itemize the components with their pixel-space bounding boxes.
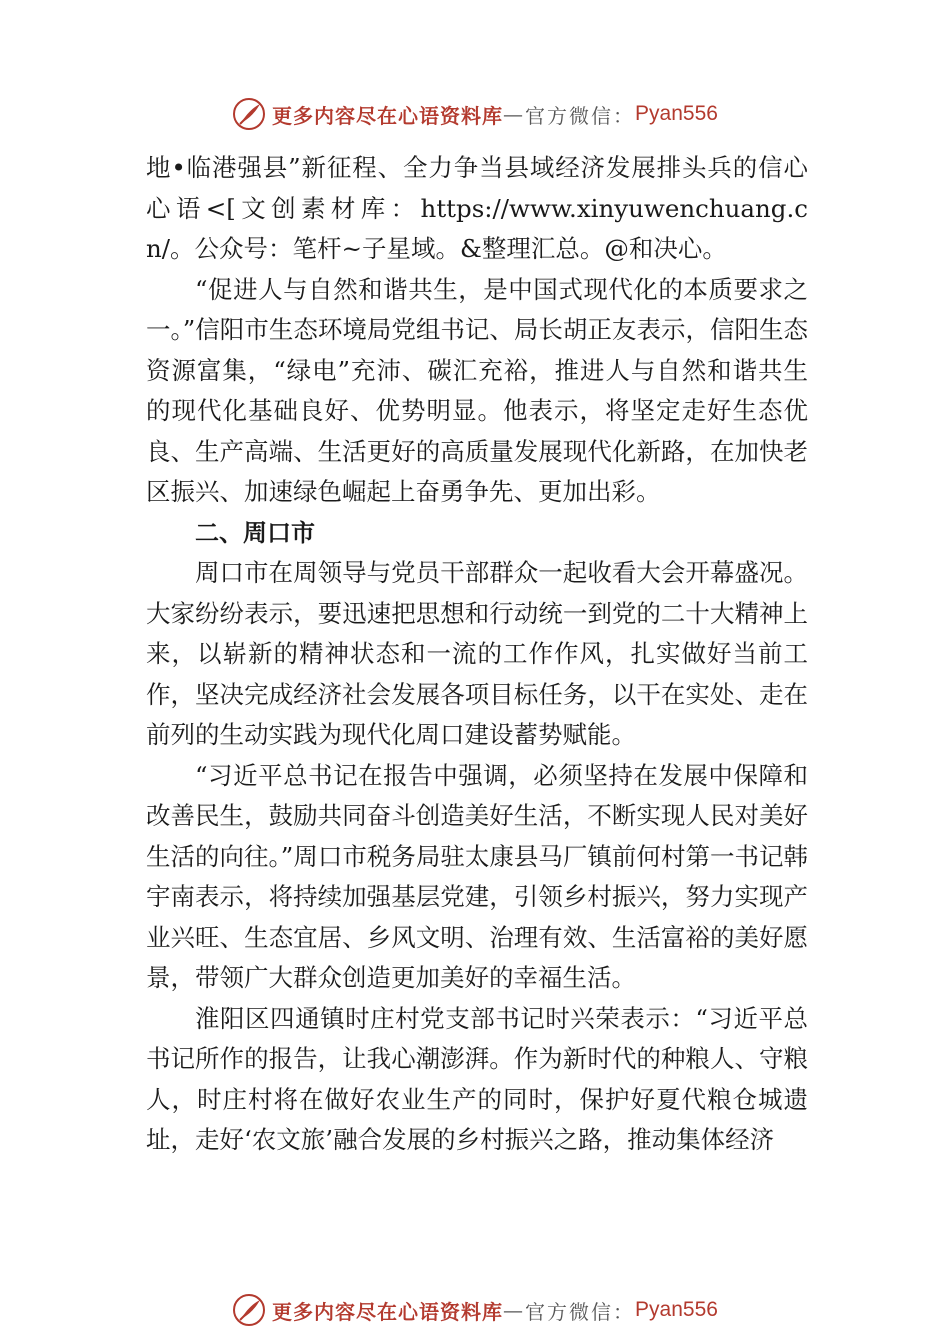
- paragraph-zhoukou-intro: 周口市在周领导与党员干部群众一起收看大会开幕盛况。大家纷纷表示，要迅速把思想和行动统一到党的二十大精神上来，以崭新的精神状态和一流的工作作风，扎实做好当前工作，坚决完成经济社会发展各项目标任务，以干在实处、走在前列的生动实践为现代化周口建设蓄势赋能。: [146, 558, 808, 749]
- paragraph-han-yunan-quote: “习近平总书记在报告中强调，必须坚持在发展中保障和改善民生，鼓励共同奋斗创造美好生活，不断实现人民对美好生活的向往。”周口市税务局驻太康县马厂镇前何村第一书记韩宇南表示，将持续加强基层党建，引领乡村振兴，努力实现产业兴旺、生态宜居、乡风文明、治理有效、生活富裕的美好愿景，带领广大群众创造更加美好的幸福生活。: [146, 760, 808, 992]
- paragraph-xinyang-quote: “促进人与自然和谐共生，是中国式现代化的本质要求之一。”信阳市生态环境局党组书记、局长胡正友表示，信阳生态资源富集，“绿电”充沛、碳汇充裕，推进人与自然和谐共生的现代化基础良好、优势明显。他表示，将坚定走好生态优良、生产高端、生活更好的高质量发展现代化新路，在加快老区振兴、加速绿色崛起上奋勇争先、更加出彩。: [146, 274, 808, 506]
- banner-dash: —: [503, 1298, 526, 1322]
- footer-watermark-banner: [0, 1288, 950, 1332]
- banner-title: 更多内容尽在心语资料库: [272, 1299, 504, 1324]
- paragraph-continuation: 地•临港强县”新征程、全力争当县域经济发展排头兵的信心心语<[文创素材库：https://www.xinyuwenchuang.cn/。公众号：笔杆~子星域。&整理汇总。@和决心。: [146, 153, 808, 263]
- banner-wechat-id: Pyan556: [635, 102, 718, 125]
- quill-logo-icon: [232, 97, 266, 131]
- banner-subtitle: 官方微信：: [525, 103, 636, 128]
- banner-title: 更多内容尽在心语资料库: [272, 103, 504, 128]
- document-body: [146, 148, 808, 1161]
- header-watermark-banner: [0, 92, 950, 136]
- banner-wechat-id: Pyan556: [635, 1298, 718, 1321]
- paragraph-shi-xingrong-quote: 淮阳区四通镇时庄村党支部书记时兴荣表示：“习近平总书记所作的报告，让我心潮澎湃。作为新时代的种粮人、守粮人，时庄村将在做好农业生产的同时，保护好夏代粮仓城遗址，走好‘农文旅’融合发展的乡村振兴之路，推动集体经济: [146, 1003, 808, 1154]
- section-heading-zhoukou: 二、周口市: [195, 518, 315, 547]
- banner-subtitle: 官方微信：: [525, 1299, 636, 1324]
- banner-dash: —: [503, 102, 526, 126]
- quill-logo-icon: [232, 1293, 266, 1327]
